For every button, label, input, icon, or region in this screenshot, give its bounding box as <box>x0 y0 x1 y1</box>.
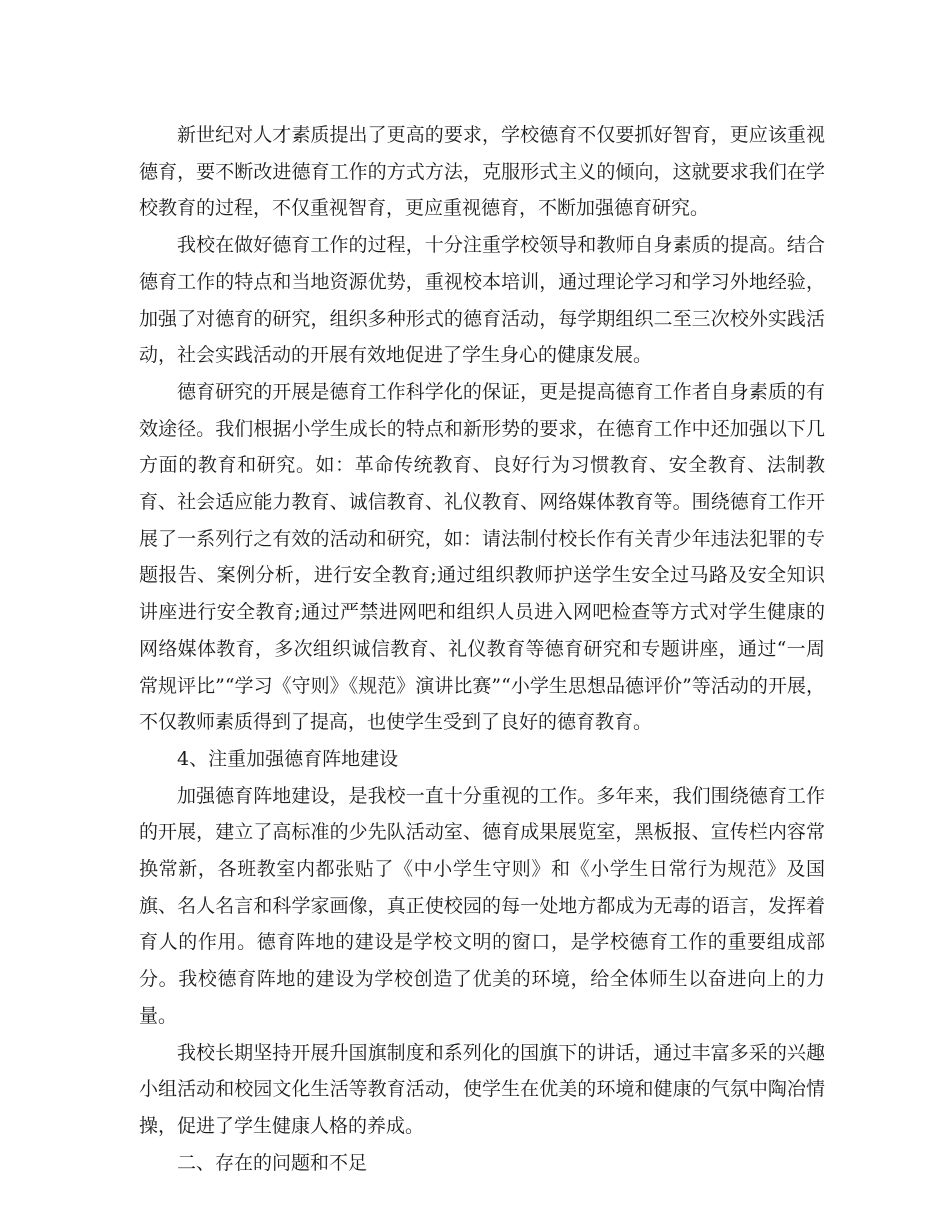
document-body <box>139 117 825 1181</box>
paragraph-moral-base-construction: 加强德育阵地建设，是我校一直十分重视的工作。多年来，我们围绕德育工作的开展，建立了高标准的少先队活动室、德育成果展览室，黑板报、宣传栏内容常换常新，各班教室内都张贴了《中小学生守则》和《小学生日常行为规范》及国旗、名人名言和科学家画像，真正使校园的每一处地方都成为无毒的语言，发挥着育人的作用。德育阵地的建设是学校文明的窗口，是学校德育工作的重要组成部分。我校德育阵地的建设为学校创造了优美的环境，给全体师生以奋进向上的力量。 <box>139 784 825 1027</box>
paragraph-moral-research: 德育研究的开展是德育工作科学化的保证，更是提高德育工作者自身素质的有效途径。我们根据小学生成长的特点和新形势的要求，在德育工作中还加强以下几方面的教育和研究。如：革命传统教育、良好行为习惯教育、安全教育、法制教育、社会适应能力教育、诚信教育、礼仪教育、网络媒体教育等。围绕德育工作开展了一系列行之有效的活动和研究，如：请法制付校长作有关青少年违法犯罪的专题报告、案例分析，进行安全教育;通过组织教师护送学生安全过马路及安全知识讲座进行安全教育;通过严禁进网吧和组织人员进入网吧检查等方式对学生健康的网络媒体教育，多次组织诚信教育、礼仪教育等德育研究和专题讲座，通过“一周常规评比”“学习《守则》《规范》演讲比赛”“小学生思想品德评价”等活动的开展，不仅教师素质得到了提高，也使学生受到了良好的德育教育。 <box>139 380 825 734</box>
paragraph-moral-education-requirements: 新世纪对人才素质提出了更高的要求，学校德育不仅要抓好智育，更应该重视德育，要不断改进德育工作的方式方法，克服形式主义的倾向，这就要求我们在学校教育的过程，不仅重视智育，更应重视德育，不断加强德育研究。 <box>139 124 825 220</box>
paragraph-teacher-quality: 我校在做好德育工作的过程，十分注重学校领导和教师自身素质的提高。结合德育工作的特点和当地资源优势，重视校本培训，通过理论学习和学习外地经验，加强了对德育的研究，组织多种形式的德育活动，每学期组织二至三次校外实践活动，社会实践活动的开展有效地促进了学生身心的健康发展。 <box>139 234 825 367</box>
paragraph-flag-ceremony: 我校长期坚持开展升国旗制度和系列化的国旗下的讲话，通过丰富多采的兴趣小组活动和校园文化生活等教育活动，使学生在优美的环境和健康的气氛中陶冶情操，促进了学生健康人格的养成。 <box>139 1041 825 1137</box>
heading-problems: 二、存在的问题和不足 <box>177 1151 368 1174</box>
heading-section-4: 4、注重加强德育阵地建设 <box>177 747 399 770</box>
